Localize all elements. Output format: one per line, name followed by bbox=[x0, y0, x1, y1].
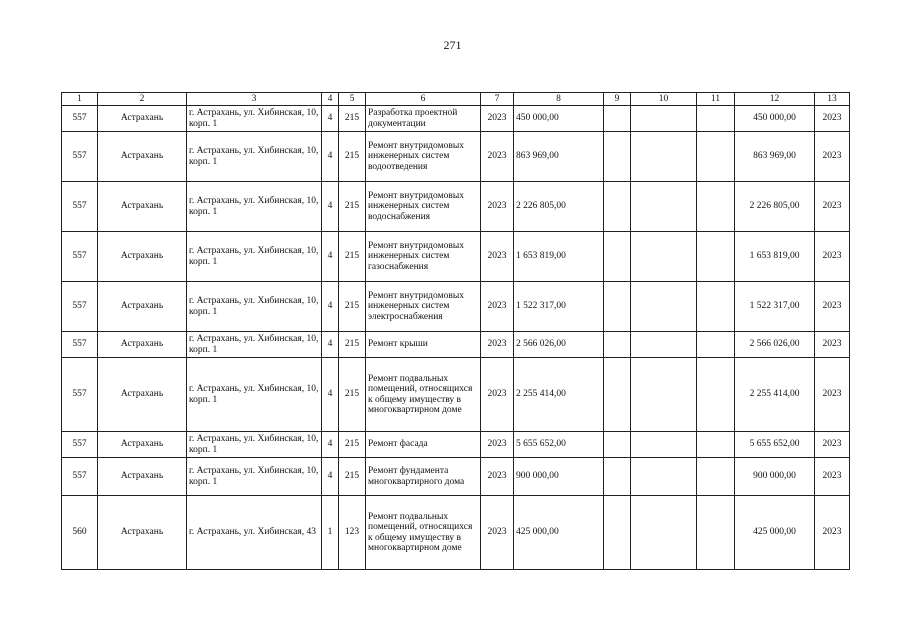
address-cell: г. Астрахань, ул. Хибинская, 10, корп. 1 bbox=[187, 358, 322, 432]
address-cell: г. Астрахань, ул. Хибинская, 10, корп. 1 bbox=[187, 132, 322, 182]
row-number-cell: 557 bbox=[62, 458, 98, 496]
year-cell: 2023 bbox=[481, 358, 514, 432]
address-cell: г. Астрахань, ул. Хибинская, 10, корп. 1 bbox=[187, 458, 322, 496]
col4-cell: 4 bbox=[322, 132, 339, 182]
table-row bbox=[62, 358, 850, 432]
col9-cell bbox=[604, 232, 631, 282]
col12-cost-cell: 900 000,00 bbox=[735, 458, 815, 496]
city-cell: Астрахань bbox=[98, 182, 187, 232]
work-type-cell: Ремонт внутридомовых инженерных систем электроснабжения bbox=[366, 282, 481, 332]
col4-cell: 4 bbox=[322, 182, 339, 232]
col5-cell: 215 bbox=[339, 132, 366, 182]
col13-year-cell: 2023 bbox=[815, 496, 850, 570]
row-number-cell: 557 bbox=[62, 282, 98, 332]
col12-cost-cell: 1 522 317,00 bbox=[735, 282, 815, 332]
col9-cell bbox=[604, 432, 631, 458]
col12-cost-cell: 2 255 414,00 bbox=[735, 358, 815, 432]
col4-cell: 4 bbox=[322, 458, 339, 496]
city-cell: Астрахань bbox=[98, 132, 187, 182]
col11-cell bbox=[697, 358, 735, 432]
table-row bbox=[62, 432, 850, 458]
city-cell: Астрахань bbox=[98, 106, 187, 132]
total-cost-cell: 425 000,00 bbox=[514, 496, 604, 570]
city-cell: Астрахань bbox=[98, 432, 187, 458]
col13-year-cell: 2023 bbox=[815, 232, 850, 282]
column-header-8: 8 bbox=[514, 93, 604, 106]
column-header-12: 12 bbox=[735, 93, 815, 106]
column-header-7: 7 bbox=[481, 93, 514, 106]
table-row bbox=[62, 332, 850, 358]
col10-cell bbox=[631, 496, 697, 570]
col11-cell bbox=[697, 106, 735, 132]
address-cell: г. Астрахань, ул. Хибинская, 10, корп. 1 bbox=[187, 282, 322, 332]
work-type-cell: Ремонт внутридомовых инженерных систем водоотведения bbox=[366, 132, 481, 182]
col12-cost-cell: 863 969,00 bbox=[735, 132, 815, 182]
work-type-cell: Ремонт фасада bbox=[366, 432, 481, 458]
city-cell: Астрахань bbox=[98, 282, 187, 332]
column-header-13: 13 bbox=[815, 93, 850, 106]
column-header-6: 6 bbox=[366, 93, 481, 106]
table-body bbox=[62, 93, 850, 570]
city-cell: Астрахань bbox=[98, 458, 187, 496]
col10-cell bbox=[631, 432, 697, 458]
year-cell: 2023 bbox=[481, 232, 514, 282]
work-type-cell: Ремонт внутридомовых инженерных систем водоснабжения bbox=[366, 182, 481, 232]
address-cell: г. Астрахань, ул. Хибинская, 10, корп. 1 bbox=[187, 332, 322, 358]
col4-cell: 1 bbox=[322, 496, 339, 570]
total-cost-cell: 2 255 414,00 bbox=[514, 358, 604, 432]
col9-cell bbox=[604, 132, 631, 182]
column-header-11: 11 bbox=[697, 93, 735, 106]
total-cost-cell: 1 522 317,00 bbox=[514, 282, 604, 332]
col10-cell bbox=[631, 106, 697, 132]
col13-year-cell: 2023 bbox=[815, 182, 850, 232]
col13-year-cell: 2023 bbox=[815, 132, 850, 182]
address-cell: г. Астрахань, ул. Хибинская, 10, корп. 1 bbox=[187, 432, 322, 458]
table-row bbox=[62, 182, 850, 232]
col9-cell bbox=[604, 282, 631, 332]
address-cell: г. Астрахань, ул. Хибинская, 10, корп. 1 bbox=[187, 232, 322, 282]
col9-cell bbox=[604, 106, 631, 132]
col11-cell bbox=[697, 132, 735, 182]
address-cell: г. Астрахань, ул. Хибинская, 43 bbox=[187, 496, 322, 570]
col11-cell bbox=[697, 232, 735, 282]
year-cell: 2023 bbox=[481, 182, 514, 232]
column-number-row bbox=[62, 93, 850, 106]
table-row bbox=[62, 132, 850, 182]
col11-cell bbox=[697, 332, 735, 358]
col12-cost-cell: 450 000,00 bbox=[735, 106, 815, 132]
col9-cell bbox=[604, 458, 631, 496]
column-header-1: 1 bbox=[62, 93, 98, 106]
row-number-cell: 557 bbox=[62, 182, 98, 232]
page-number: 271 bbox=[443, 38, 462, 52]
row-number-cell: 557 bbox=[62, 106, 98, 132]
year-cell: 2023 bbox=[481, 496, 514, 570]
col13-year-cell: 2023 bbox=[815, 106, 850, 132]
year-cell: 2023 bbox=[481, 458, 514, 496]
total-cost-cell: 5 655 652,00 bbox=[514, 432, 604, 458]
col4-cell: 4 bbox=[322, 106, 339, 132]
table-row bbox=[62, 232, 850, 282]
work-type-cell: Ремонт подвальных помещений, относящихся к общему имуществу в многоквартирном доме bbox=[366, 496, 481, 570]
col13-year-cell: 2023 bbox=[815, 282, 850, 332]
table-row bbox=[62, 106, 850, 132]
col10-cell bbox=[631, 232, 697, 282]
total-cost-cell: 863 969,00 bbox=[514, 132, 604, 182]
work-type-cell: Ремонт фундамента многоквартирного дома bbox=[366, 458, 481, 496]
year-cell: 2023 bbox=[481, 432, 514, 458]
city-cell: Астрахань bbox=[98, 332, 187, 358]
col5-cell: 215 bbox=[339, 332, 366, 358]
col4-cell: 4 bbox=[322, 332, 339, 358]
col5-cell: 215 bbox=[339, 458, 366, 496]
col4-cell: 4 bbox=[322, 282, 339, 332]
table-row bbox=[62, 496, 850, 570]
col9-cell bbox=[604, 496, 631, 570]
col9-cell bbox=[604, 182, 631, 232]
column-header-2: 2 bbox=[98, 93, 187, 106]
repair-program-table bbox=[61, 92, 850, 570]
col12-cost-cell: 2 226 805,00 bbox=[735, 182, 815, 232]
work-type-cell: Ремонт крыши bbox=[366, 332, 481, 358]
column-header-9: 9 bbox=[604, 93, 631, 106]
table-row bbox=[62, 282, 850, 332]
col13-year-cell: 2023 bbox=[815, 432, 850, 458]
col11-cell bbox=[697, 432, 735, 458]
col5-cell: 215 bbox=[339, 432, 366, 458]
column-header-4: 4 bbox=[322, 93, 339, 106]
col12-cost-cell: 1 653 819,00 bbox=[735, 232, 815, 282]
row-number-cell: 557 bbox=[62, 432, 98, 458]
total-cost-cell: 1 653 819,00 bbox=[514, 232, 604, 282]
col4-cell: 4 bbox=[322, 432, 339, 458]
total-cost-cell: 900 000,00 bbox=[514, 458, 604, 496]
city-cell: Астрахань bbox=[98, 232, 187, 282]
col5-cell: 215 bbox=[339, 106, 366, 132]
col5-cell: 215 bbox=[339, 358, 366, 432]
row-number-cell: 557 bbox=[62, 232, 98, 282]
col12-cost-cell: 2 566 026,00 bbox=[735, 332, 815, 358]
year-cell: 2023 bbox=[481, 106, 514, 132]
col11-cell bbox=[697, 496, 735, 570]
col11-cell bbox=[697, 182, 735, 232]
col10-cell bbox=[631, 358, 697, 432]
row-number-cell: 560 bbox=[62, 496, 98, 570]
row-number-cell: 557 bbox=[62, 332, 98, 358]
col13-year-cell: 2023 bbox=[815, 358, 850, 432]
col10-cell bbox=[631, 458, 697, 496]
row-number-cell: 557 bbox=[62, 132, 98, 182]
col13-year-cell: 2023 bbox=[815, 458, 850, 496]
year-cell: 2023 bbox=[481, 132, 514, 182]
work-type-cell: Разработка проектной документации bbox=[366, 106, 481, 132]
work-type-cell: Ремонт внутридомовых инженерных систем газоснабжения bbox=[366, 232, 481, 282]
column-header-10: 10 bbox=[631, 93, 697, 106]
column-header-3: 3 bbox=[187, 93, 322, 106]
year-cell: 2023 bbox=[481, 282, 514, 332]
work-type-cell: Ремонт подвальных помещений, относящихся к общему имуществу в многоквартирном доме bbox=[366, 358, 481, 432]
address-cell: г. Астрахань, ул. Хибинская, 10, корп. 1 bbox=[187, 182, 322, 232]
col4-cell: 4 bbox=[322, 358, 339, 432]
col13-year-cell: 2023 bbox=[815, 332, 850, 358]
col10-cell bbox=[631, 132, 697, 182]
col11-cell bbox=[697, 282, 735, 332]
col5-cell: 215 bbox=[339, 282, 366, 332]
col12-cost-cell: 5 655 652,00 bbox=[735, 432, 815, 458]
city-cell: Астрахань bbox=[98, 496, 187, 570]
col4-cell: 4 bbox=[322, 232, 339, 282]
col5-cell: 215 bbox=[339, 182, 366, 232]
city-cell: Астрахань bbox=[98, 358, 187, 432]
col10-cell bbox=[631, 332, 697, 358]
column-header-5: 5 bbox=[339, 93, 366, 106]
total-cost-cell: 450 000,00 bbox=[514, 106, 604, 132]
col10-cell bbox=[631, 282, 697, 332]
col11-cell bbox=[697, 458, 735, 496]
col5-cell: 215 bbox=[339, 232, 366, 282]
total-cost-cell: 2 226 805,00 bbox=[514, 182, 604, 232]
table-row bbox=[62, 458, 850, 496]
col10-cell bbox=[631, 182, 697, 232]
col9-cell bbox=[604, 358, 631, 432]
col9-cell bbox=[604, 332, 631, 358]
col5-cell: 123 bbox=[339, 496, 366, 570]
row-number-cell: 557 bbox=[62, 358, 98, 432]
total-cost-cell: 2 566 026,00 bbox=[514, 332, 604, 358]
address-cell: г. Астрахань, ул. Хибинская, 10, корп. 1 bbox=[187, 106, 322, 132]
col12-cost-cell: 425 000,00 bbox=[735, 496, 815, 570]
year-cell: 2023 bbox=[481, 332, 514, 358]
